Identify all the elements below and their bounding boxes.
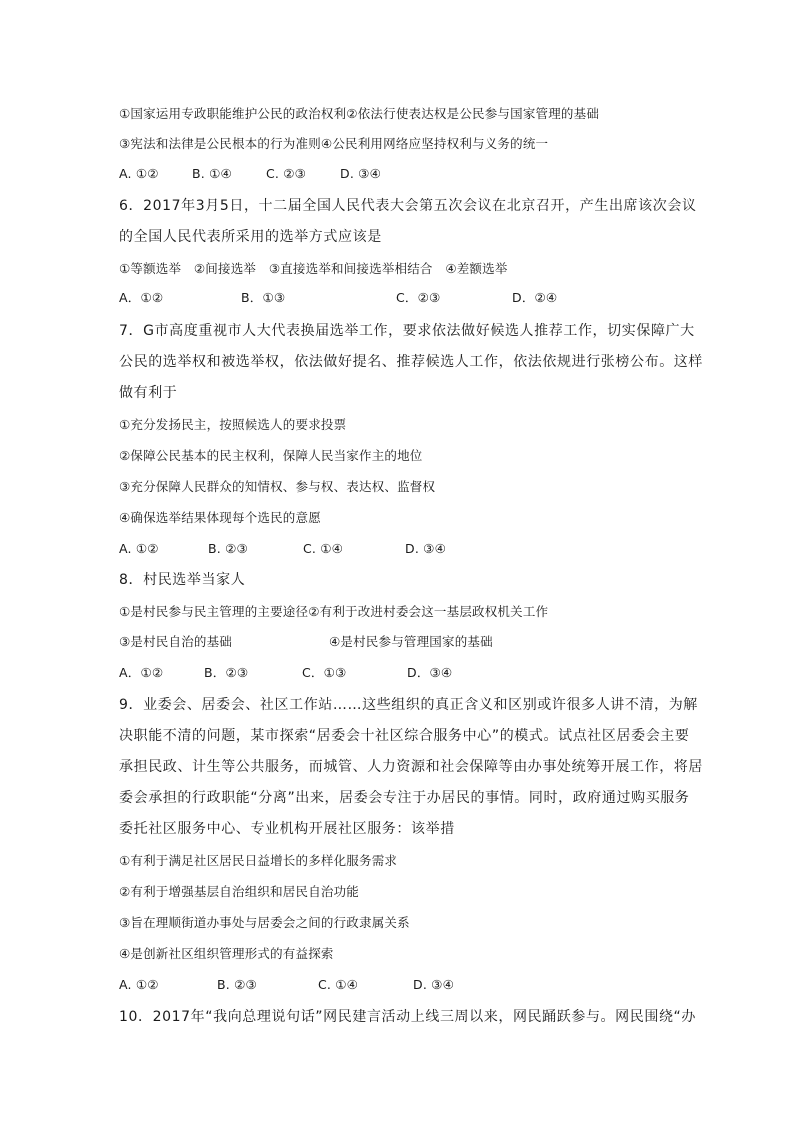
question-10: 10．2017年“我向总理说句话”网民建言活动上线三周以来，网民踊跃参与。网民围绕“办 bbox=[119, 1009, 696, 1025]
option-d: D. ③④ bbox=[413, 977, 454, 992]
text-line: ①等额选举 ②间接选举 ③直接选举和间接选举相结合 ④差额选举 bbox=[119, 261, 508, 276]
option-b: B. ①④ bbox=[192, 166, 232, 181]
text-line: 委会承担的行政职能“分离”出来，居委会专注于办居民的事情。同时，政府通过购买服务 bbox=[119, 790, 690, 806]
question-6: 6．2017年3月5日，十二届全国人民代表大会第五次会议在北京召开，产生出席该次会议 bbox=[119, 198, 697, 214]
option-c: C. ②③ bbox=[266, 166, 307, 181]
text-line: ①是村民参与民主管理的主要途径②有利于改进村委会这一基层政权机关工作 bbox=[119, 604, 549, 619]
text-line: ④是创新社区组织管理形式的有益探索 bbox=[119, 946, 334, 961]
option-c: C. ①④ bbox=[303, 541, 344, 556]
text-line: 做有利于 bbox=[119, 385, 178, 401]
option-a: A. ①② bbox=[119, 977, 159, 992]
text-line: ①国家运用专政职能维护公民的政治权利②依法行使表达权是公民参与国家管理的基础 bbox=[119, 106, 600, 121]
option-d: D．③④ bbox=[407, 665, 453, 680]
text-line: 决职能不清的问题，某市探索“居委会十社区综合服务中心”的模式。试点社区居委会主要 bbox=[119, 728, 690, 744]
text-line: 委托社区服务中心、专业机构开展社区服务：该举措 bbox=[119, 821, 455, 837]
text-line: 的全国人民代表所采用的选举方式应该是 bbox=[119, 229, 382, 245]
text-line: 承担民政、计生等公共服务，而城管、人力资源和社会保障等由办事处统筹开展工作，将居 bbox=[119, 759, 703, 775]
option-b: B．①③ bbox=[241, 290, 286, 305]
option-d: D. ③④ bbox=[405, 541, 446, 556]
text-line: ③是村民自治的基础 bbox=[119, 634, 233, 649]
text-line: ①有利于满足社区居民日益增长的多样化服务需求 bbox=[119, 853, 398, 868]
text-line: 公民的选举权和被选举权，依法做好提名、推荐候选人工作，依法依规进行张榜公布。这样 bbox=[119, 354, 703, 370]
option-a: A. ①② bbox=[119, 541, 159, 556]
option-b: B. ②③ bbox=[217, 977, 257, 992]
option-b: B. ②③ bbox=[208, 541, 248, 556]
text-line: ④是村民参与管理国家的基础 bbox=[329, 634, 493, 649]
text-line: ②有利于增强基层自治组织和居民自治功能 bbox=[119, 884, 360, 899]
text-line: ③宪法和法律是公民根本的行为准则④公民利用网络应坚持权利与义务的统一 bbox=[119, 136, 549, 151]
question-9: 9．业委会、居委会、社区工作站……这些组织的真正含义和区别或许很多人讲不清，为解 bbox=[119, 697, 698, 713]
option-d: D．②④ bbox=[512, 290, 558, 305]
question-8: 8．村民选举当家人 bbox=[119, 572, 246, 588]
question-7: 7．G市高度重视市人大代表换届选举工作，要求依法做好候选人推荐工作，切实保障广大 bbox=[119, 323, 695, 339]
answer-options bbox=[119, 977, 454, 993]
option-c: C．①③ bbox=[302, 665, 347, 680]
text-line: ②保障公民基本的民主权利，保障人民当家作主的地位 bbox=[119, 448, 423, 463]
answer-options bbox=[119, 166, 381, 182]
option-c: C．②③ bbox=[396, 290, 441, 305]
option-a: A．①② bbox=[119, 290, 164, 305]
option-a: A．①② bbox=[119, 665, 164, 680]
answer-options bbox=[119, 290, 557, 306]
text-line: ①充分发扬民主，按照候选人的要求投票 bbox=[119, 417, 347, 432]
text-line: ③旨在理顺街道办事处与居委会之间的行政隶属关系 bbox=[119, 915, 410, 930]
option-b: B．②③ bbox=[204, 665, 249, 680]
option-d: D. ③④ bbox=[340, 166, 381, 181]
option-c: C. ①④ bbox=[318, 977, 359, 992]
text-line: ③充分保障人民群众的知情权、参与权、表达权、监督权 bbox=[119, 479, 436, 494]
answer-options bbox=[119, 665, 452, 681]
answer-options bbox=[119, 541, 446, 557]
text-line: ④确保选举结果体现每个选民的意愿 bbox=[119, 510, 321, 525]
option-a: A. ①② bbox=[119, 166, 159, 181]
